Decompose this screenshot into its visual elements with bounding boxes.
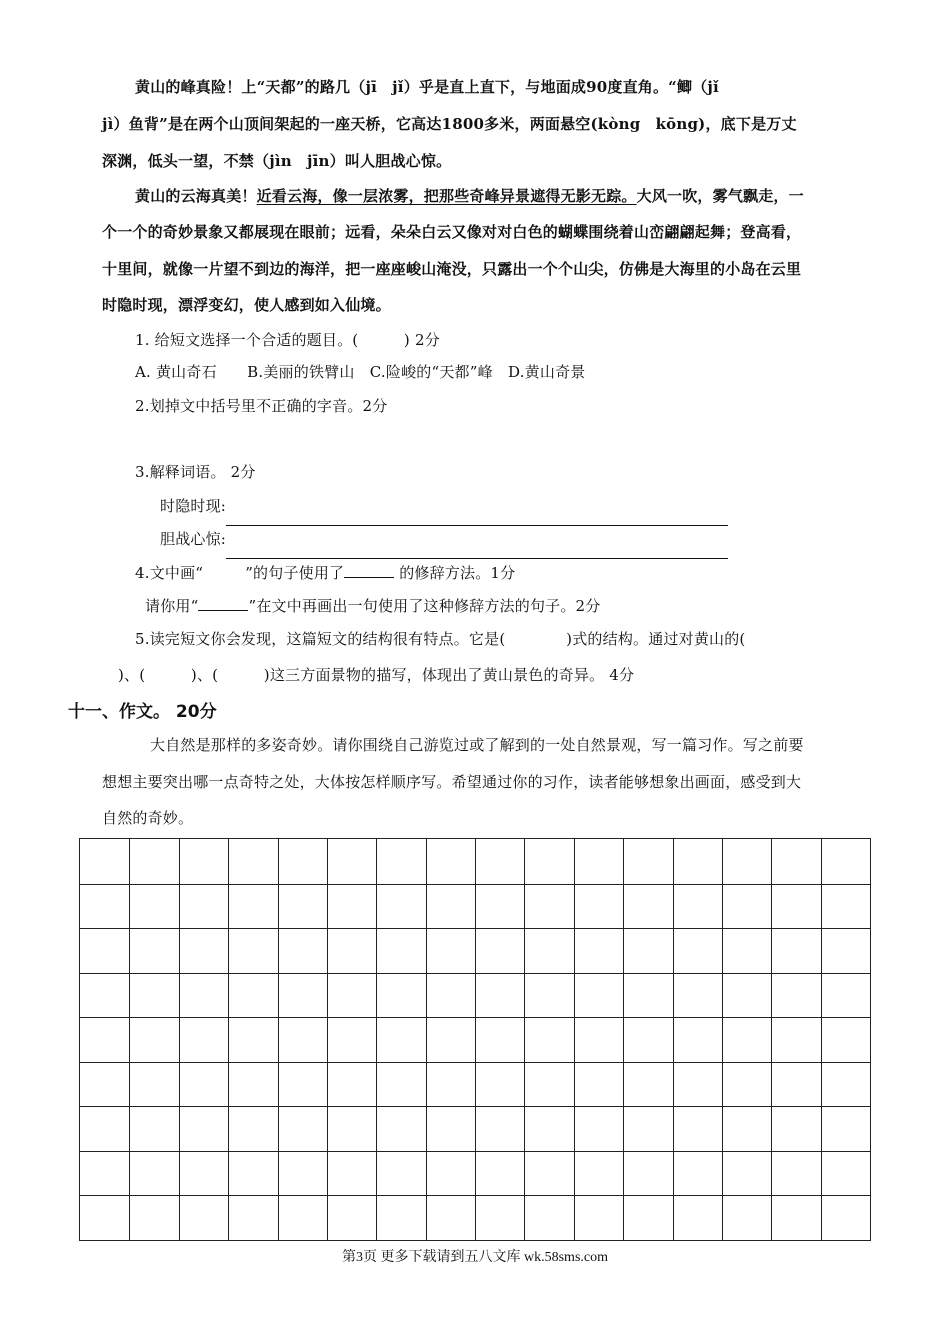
section-heading: 十一、作文。 20分 — [68, 702, 217, 722]
grid-row-line — [80, 1195, 870, 1196]
question-4-part-2 — [145, 596, 601, 616]
term-label: 胆战心惊: — [160, 530, 227, 548]
answer-blank — [344, 563, 394, 578]
grid-row-line — [80, 1062, 870, 1063]
question-text: 的修辞方法。1分 — [394, 564, 516, 582]
question-1-options: A. 黄山奇石 B.美丽的铁臂山 C.险峻的“天都”峰 D.黄山奇景 — [135, 363, 586, 381]
question-1: 1. 给短文选择一个合适的题目。( ) 2分 — [135, 331, 440, 349]
grid-column-line — [376, 839, 377, 1240]
grid-column-line — [623, 839, 624, 1240]
grid-column-line — [327, 839, 328, 1240]
grid-row-line — [80, 1151, 870, 1152]
grid-column-line — [179, 839, 180, 1240]
writing-grid[interactable] — [79, 838, 871, 1241]
grid-column-line — [524, 839, 525, 1240]
grid-row-line — [80, 928, 870, 929]
passage-text: 黄山的云海真美！ — [135, 187, 257, 205]
composition-prompt: 大自然是那样的多姿奇妙。请你围绕自己游览过或了解到的一处自然景观，写一篇习作。写之前要 — [150, 736, 804, 754]
grid-column-line — [821, 839, 822, 1240]
passage-line: jì）鱼背”是在两个山顶间架起的一座天桥，它高达1800多米，两面悬空(kòng kōng)，底下是万丈 — [102, 115, 797, 133]
question-2: 2.划掉文中括号里不正确的字音。2分 — [135, 397, 388, 415]
composition-prompt: 自然的奇妙。 — [102, 809, 194, 827]
grid-row-line — [80, 1106, 870, 1107]
grid-column-line — [673, 839, 674, 1240]
grid-column-line — [278, 839, 279, 1240]
grid-column-line — [574, 839, 575, 1240]
term-label: 时隐时现: — [160, 497, 227, 515]
page-footer: 第3页 更多下载请到五八文库 wk.58sms.com — [342, 1250, 608, 1265]
grid-row-line — [80, 973, 870, 974]
question-4 — [135, 563, 515, 583]
grid-column-line — [475, 839, 476, 1240]
passage-line: 时隐时现，漂浮变幻，使人感到如入仙境。 — [102, 296, 391, 314]
passage-line: 十里间，就像一片望不到边的海洋，把一座座峻山淹没，只露出一个个山尖，仿佛是大海里的小岛在云里 — [102, 260, 802, 278]
grid-column-line — [722, 839, 723, 1240]
grid-column-line — [228, 839, 229, 1240]
grid-row-line — [80, 1017, 870, 1018]
grid-row-line — [80, 884, 870, 885]
question-3: 3.解释词语。 2分 — [135, 463, 256, 481]
underline-sample — [198, 596, 248, 611]
passage-line: 深渊，低头一望，不禁（jìn jīn）叫人胆战心惊。 — [102, 152, 452, 170]
answer-line — [226, 525, 728, 526]
question-text: ”在文中再画出一句使用了这种修辞方法的句子。2分 — [248, 597, 601, 615]
question-text: 请你用“ — [145, 597, 199, 615]
grid-column-line — [771, 839, 772, 1240]
composition-prompt: 想想主要突出哪一点奇特之处，大体按怎样顺序写。希望通过你的习作，读者能够想象出画面，感受到大 — [102, 773, 802, 791]
passage-line: 个一个的奇妙景象又都展现在眼前；远看，朵朵白云又像对对白色的蝴蝶围绕着山峦翩翩起舞；登高看， — [102, 223, 802, 241]
passage-text: 大风一吹，雾气飘走，一 — [636, 187, 804, 205]
question-5-line-2: )、( )、( )这三方面景物的描写，体现出了黄山景色的奇异。 4分 — [118, 666, 635, 684]
question-text: 4.文中画“ — [135, 564, 204, 582]
answer-line — [226, 558, 728, 559]
grid-column-line — [426, 839, 427, 1240]
question-text: ”的句子使用了 — [245, 564, 345, 582]
passage-line — [135, 186, 804, 206]
underlined-sentence: 近看云海，像一层浓雾，把那些奇峰异景遮得无影无踪。 — [256, 187, 637, 205]
grid-column-line — [129, 839, 130, 1240]
passage-line: 黄山的峰真险！上“天都”的路几（jī jǐ）乎是直上直下，与地面成90度直角。“鲫（jǐ — [135, 78, 719, 96]
question-5: 5.读完短文你会发现，这篇短文的结构很有特点。它是( )式的结构。通过对黄山的( — [135, 630, 746, 648]
